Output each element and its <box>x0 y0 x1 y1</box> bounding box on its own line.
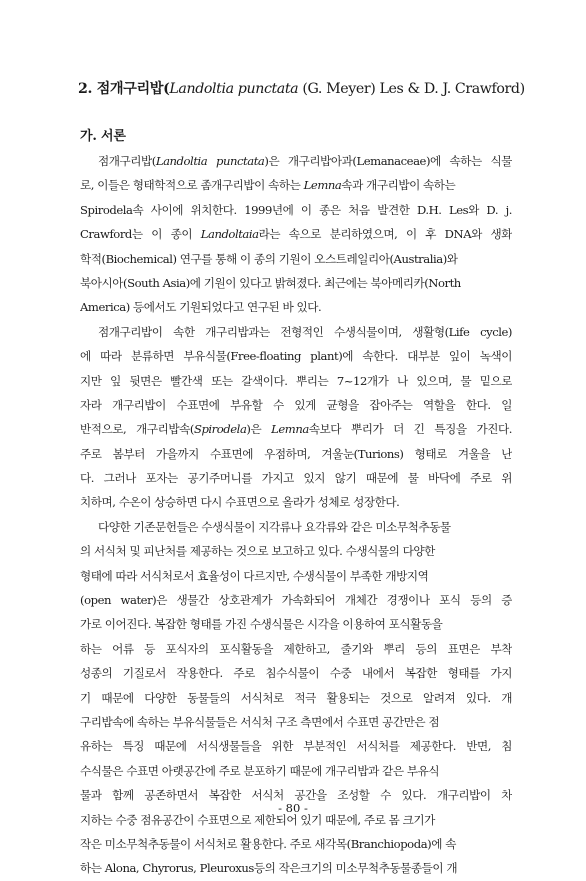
section-title-korean: 점개구리밥( <box>96 81 170 97</box>
text-line <box>80 393 512 417</box>
body-text <box>80 149 512 881</box>
text-line <box>80 149 512 173</box>
text-segment: 유하는 특징 때문에 서식생물들을 위한 부분적인 서식처를 제공한다. 반면, 침 <box>80 739 512 754</box>
text-line <box>80 369 512 393</box>
text-line <box>80 710 512 734</box>
text-segment: 하는 Alona, Chyrorus, Pleuroxus등의 작은크기의 미소무척추동물종들이 개 <box>80 861 458 876</box>
text-line <box>80 442 512 466</box>
text-line <box>80 247 512 271</box>
text-segment: 북아시아(South Asia)에 기원이 있다고 밝혀졌다. 최근에는 북아메리카(North <box>80 275 461 290</box>
italic-text: Spirodela <box>193 422 247 437</box>
text-segment: 점개구리밥( <box>98 154 156 168</box>
italic-text: Lemna <box>303 178 342 193</box>
text-line <box>80 686 512 710</box>
text-segment: 지하는 수중 점유공간이 수표면으로 제한되어 있기 때문에, 주로 몸 크기가 <box>80 812 435 827</box>
italic-text: Landoltia punctata <box>155 154 265 168</box>
text-line <box>80 588 512 612</box>
text-segment: 주로 봄부터 가을까지 수표면에 우점하며, 겨울눈(Turions) 형태로 겨울을 난 <box>80 446 512 461</box>
section-number: 2. <box>78 81 93 97</box>
text-line <box>80 612 512 636</box>
text-segment: 라는 속으로 분리하였으며, 이 후 DNA와 생화 <box>258 227 512 242</box>
text-line <box>80 734 512 758</box>
text-line <box>80 832 512 856</box>
text-segment: America) 등에서도 기원되었다고 연구된 바 있다. <box>80 300 322 315</box>
text-segment: 에 따라 분류하면 부유식물(Free-floating plant)에 속한다. 대부분 잎이 녹색이 <box>80 349 512 364</box>
text-segment: 로, 이들은 형태학적으로 좀개구리밥이 속하는 <box>80 178 304 193</box>
text-segment: 성종의 기질로서 작용한다. 주로 침수식물이 수중 내에서 복잡한 형태를 가지 <box>80 666 512 681</box>
page-number: - 80 - <box>278 801 308 815</box>
text-line <box>80 490 512 514</box>
text-line <box>80 564 512 588</box>
text-segment: 다. 그러나 포자는 공기주머니를 가지고 있지 않기 때문에 물 바닥에 주로 위 <box>80 471 512 486</box>
text-segment: 지만 잎 뒷면은 빨간색 또는 갈색이다. 뿌리는 7~12개가 나 있으며, 물 밑으로 <box>80 373 512 388</box>
text-line <box>80 759 512 783</box>
text-line <box>80 417 512 441</box>
text-segment: 기 때문에 다양한 동물들의 서식처로 적극 활용되는 것으로 알려져 있다. 개 <box>80 690 512 705</box>
text-line <box>80 271 512 295</box>
text-segment: 작은 미소무척추동물이 서식처로 활용한다. 주로 새각목(Branchiopoda)에 속 <box>80 836 456 851</box>
text-segment: Spirodela속 사이에 위치한다. 1999년에 이 종은 처음 발견한 D.H. Les와 D. j. <box>80 202 512 217</box>
text-segment: 반적으로, 개구리밥속( <box>80 422 194 437</box>
text-segment: 속보다 뿌리가 더 긴 특징을 가진다. <box>308 422 512 437</box>
text-segment: 다양한 기존문헌들은 수생식물이 지각류나 요각류와 같은 미소무척추동물 <box>98 519 451 534</box>
text-segment: 치하며, 수온이 상승하면 다시 수표면으로 올라가 성체로 성장한다. <box>80 495 400 510</box>
text-segment: 형태에 따라 서식처로서 효율성이 다르지만, 수생식물이 부족한 개방지역 <box>80 568 429 583</box>
text-segment: 구리밥속에 속하는 부유식물들은 서식처 구조 측면에서 수표면 공간만은 점 <box>80 714 440 729</box>
text-line <box>80 661 512 685</box>
text-line <box>80 466 512 490</box>
text-line <box>80 637 512 661</box>
text-segment: 가로 이어진다. 복잡한 형태를 가진 수생식물은 시각을 이용하여 포식활동을 <box>80 617 443 632</box>
italic-text: Lemna <box>271 422 309 437</box>
text-segment: 점개구리밥이 속한 개구리밥과는 전형적인 수생식물이며, 생활형(Life cycle) <box>98 324 512 339</box>
section-heading <box>78 78 548 98</box>
text-segment: 학적(Biochemical) 연구를 통해 이 종의 기원이 오스트레일리아(Australia)와 <box>80 251 458 266</box>
text-line <box>80 222 512 246</box>
text-line <box>80 173 512 197</box>
text-line <box>80 539 512 563</box>
text-segment: )은 개구리밥아과(Lemanaceae)에 속하는 식물 <box>264 154 512 168</box>
text-segment: 속과 개구리밥이 속하는 <box>341 178 456 193</box>
text-line <box>80 198 512 222</box>
subsection-heading: 가. 서론 <box>80 129 126 144</box>
section-title-authority: (G. Meyer) Les & D. J. Crawford) <box>298 81 525 97</box>
text-line <box>80 515 512 539</box>
text-line <box>80 295 512 319</box>
text-segment: 의 서식처 및 피난처를 제공하는 것으로 보고하고 있다. 수생식물의 다양한 <box>80 544 435 559</box>
italic-text: Landoltaia <box>200 227 259 242</box>
text-segment: Crawford는 이 종이 <box>80 227 201 242</box>
text-segment: (open water)은 생물간 상호관계가 가속화되어 개체간 경쟁이나 포식 등의 증 <box>80 593 512 608</box>
text-line <box>80 344 512 368</box>
text-line <box>80 856 512 880</box>
text-segment: )은 <box>246 422 272 437</box>
text-segment: 수식물은 수표면 아랫공간에 주로 분포하기 때문에 개구리밥과 같은 부유식 <box>80 763 440 778</box>
text-segment: 하는 어류 등 포식자의 포식활동을 제한하고, 줄기와 뿌리 등의 표면은 부착 <box>80 641 512 656</box>
text-segment: 물과 함께 공존하면서 복잡한 서식처 공간을 조성할 수 있다. 개구리밥이 차 <box>80 788 512 803</box>
text-segment: 자라 개구리밥이 수표면에 부유할 수 있게 균형을 잡아주는 역할을 한다. 일 <box>80 397 512 412</box>
section-title-scientific: Landoltia punctata <box>169 81 299 97</box>
text-line <box>80 320 512 344</box>
